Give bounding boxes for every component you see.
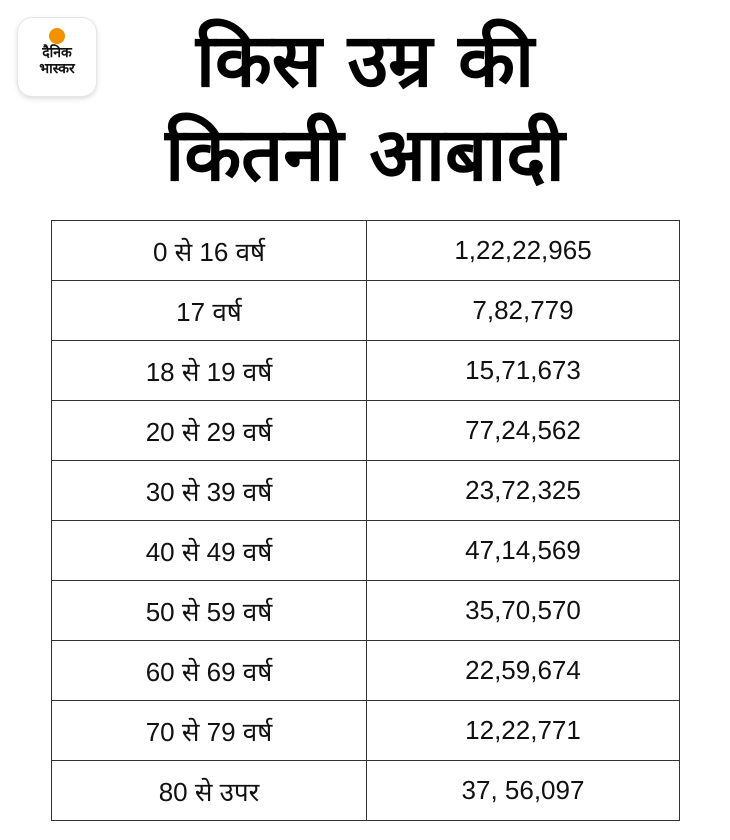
title-line2: कितनी आबादी	[165, 112, 565, 198]
age-group-cell: 20 से 29 वर्ष	[52, 401, 367, 461]
age-population-table	[51, 220, 680, 821]
table-row	[52, 401, 680, 461]
age-group-cell: 70 से 79 वर्ष	[52, 701, 367, 761]
age-group-cell: 60 से 69 वर्ष	[52, 641, 367, 701]
age-group-cell: 50 से 59 वर्ष	[52, 581, 367, 641]
table-row	[52, 521, 680, 581]
population-cell: 12,22,771	[367, 701, 680, 761]
logo-text-line1: दैनिक	[42, 45, 72, 61]
population-cell: 37, 56,097	[367, 761, 680, 821]
population-cell: 35,70,570	[367, 581, 680, 641]
table-row	[52, 221, 680, 281]
population-cell: 22,59,674	[367, 641, 680, 701]
population-cell: 47,14,569	[367, 521, 680, 581]
dainik-bhaskar-logo	[18, 18, 96, 96]
table-row	[52, 461, 680, 521]
population-cell: 23,72,325	[367, 461, 680, 521]
sun-icon	[49, 28, 65, 44]
table-row	[52, 581, 680, 641]
population-cell: 15,71,673	[367, 341, 680, 401]
population-cell: 1,22,22,965	[367, 221, 680, 281]
table-row	[52, 641, 680, 701]
population-cell: 7,82,779	[367, 281, 680, 341]
age-group-cell: 40 से 49 वर्ष	[52, 521, 367, 581]
page-title	[100, 14, 730, 202]
age-group-cell: 18 से 19 वर्ष	[52, 341, 367, 401]
population-cell: 77,24,562	[367, 401, 680, 461]
title-line1: किस उम्र की	[195, 18, 535, 104]
table-row	[52, 341, 680, 401]
logo-text-line2: भास्कर	[39, 61, 75, 77]
age-group-cell: 17 वर्ष	[52, 281, 367, 341]
table-row	[52, 281, 680, 341]
table-row	[52, 761, 680, 821]
age-group-cell: 80 से उपर	[52, 761, 367, 821]
age-group-cell: 30 से 39 वर्ष	[52, 461, 367, 521]
age-group-cell: 0 से 16 वर्ष	[52, 221, 367, 281]
table-row	[52, 701, 680, 761]
